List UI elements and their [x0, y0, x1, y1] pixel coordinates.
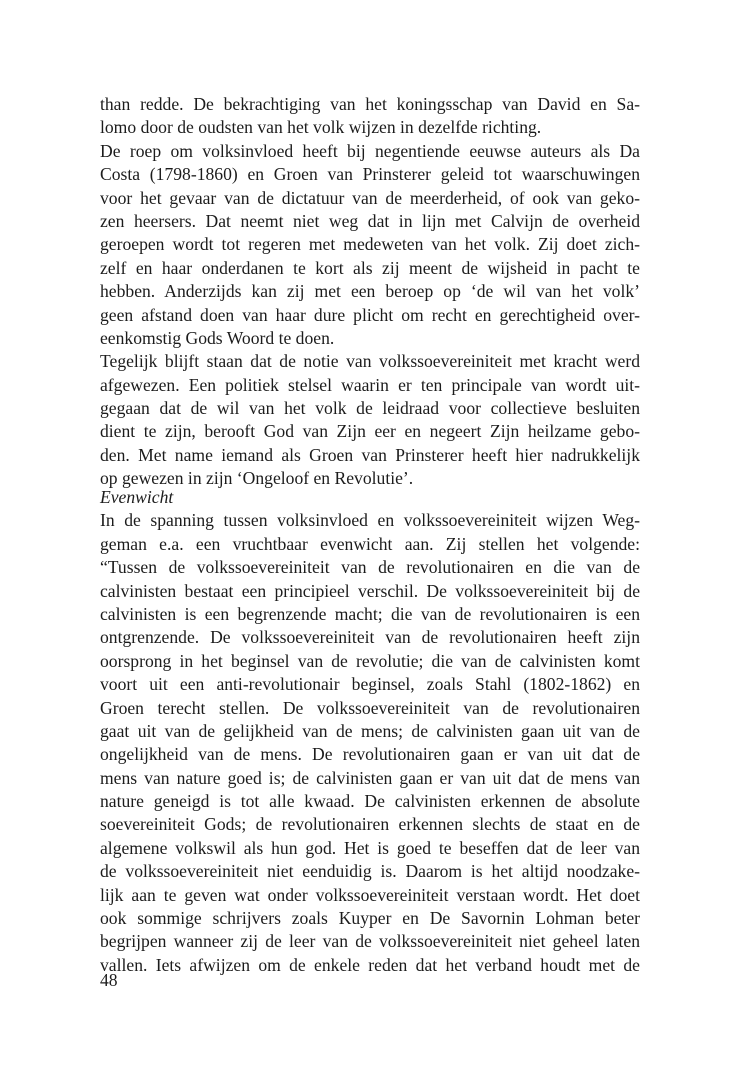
- text-line: algemene volkswil als hun god. Het is goed te beseffen dat de leer van: [100, 837, 640, 858]
- text-line: nature geneigd is tot alle kwaad. De calvinisten erkennen de absolute: [100, 791, 640, 812]
- text-line: soevereiniteit Gods; de revolutionairen erkennen slechts de staat en de: [100, 814, 640, 835]
- body-text-top: [100, 93, 640, 491]
- text-line: geroepen wordt tot regeren met medeweten van het volk. Zij doet zich-: [100, 234, 640, 255]
- text-line: ontgrenzende. De volkssoevereiniteit van de revolutionairen heeft zijn: [100, 627, 640, 648]
- text-line: dient te zijn, berooft God van Zijn eer en negeert Zijn heilzame gebo-: [100, 421, 640, 442]
- text-line: eenkomstig Gods Woord te doen.: [100, 327, 335, 348]
- text-line: lijk aan te geven wat onder volkssoevereiniteit verstaan wordt. Het doet: [100, 884, 640, 905]
- text-line: Tegelijk blijft staan dat de notie van volkssoevereiniteit met kracht werd: [100, 351, 640, 372]
- text-line: afgewezen. Een politiek stelsel waarin er ten principale van wordt uit-: [100, 374, 640, 395]
- text-line: oorsprong in het beginsel van de revolutie; die van de calvinisten komt: [100, 650, 640, 671]
- text-line: “Tussen de volkssoevereiniteit van de revolutionairen en die van de: [100, 557, 640, 578]
- text-line: den. Met name iemand als Groen van Prinsterer heeft hier nadrukkelijk: [100, 444, 640, 465]
- text-line: voort uit een anti-revolutionair beginsel, zoals Stahl (1802-1862) en: [100, 674, 640, 695]
- text-line: mens van nature goed is; de calvinisten gaan er van uit dat de mens van: [100, 767, 640, 788]
- text-line: vallen. Iets afwijzen om de enkele reden dat het verband houdt met de: [100, 954, 640, 975]
- text-line: ook sommige schrijvers zoals Kuyper en De Savornin Lohman beter: [100, 908, 640, 929]
- text-line: zelf en haar onderdanen te kort als zij meent de wijsheid in pacht te: [100, 257, 640, 278]
- text-line: Costa (1798-1860) en Groen van Prinsterer geleid tot waarschuwingen: [100, 164, 640, 185]
- text-line: gegaan dat de wil van het volk de leidraad voor collectieve besluiten: [100, 398, 640, 419]
- section-heading: Evenwicht: [100, 487, 174, 507]
- text-line: zen heersers. Dat neemt niet weg dat in lijn met Calvijn de overheid: [100, 210, 640, 231]
- text-line: de volkssoevereiniteit niet eenduidig is. Daarom is het altijd noodzake-: [100, 861, 640, 882]
- text-line: begrijpen wanneer zij de leer van de volkssoevereiniteit niet geheel laten: [100, 931, 640, 952]
- text-line: op gewezen in zijn ‘Ongeloof en Revolutie’.: [100, 468, 414, 489]
- text-line: geman e.a. een vruchtbaar evenwicht aan. Zij stellen het volgende:: [100, 533, 640, 554]
- text-line: ongelijkheid van de mens. De revolutionairen gaan er van uit dat de: [100, 744, 640, 765]
- page-number: 48: [100, 970, 118, 990]
- text-line: than redde. De bekrachtiging van het koningsschap van David en Sa-: [100, 94, 640, 114]
- text-line: calvinisten is een begrenzende macht; die van de revolutionairen is een: [100, 603, 640, 624]
- text-line: In de spanning tussen volksinvloed en volkssoevereiniteit wijzen Weg-: [100, 510, 640, 531]
- text-line: calvinisten bestaat een principieel verschil. De volkssoevereiniteit bij de: [100, 580, 640, 601]
- text-line: gaat uit van de gelijkheid van de mens; de calvinisten gaan uit van de: [100, 720, 640, 741]
- text-line: lomo door de oudsten van het volk wijzen in dezelfde richting.: [100, 117, 542, 138]
- text-line: voor het gevaar van de dictatuur van de meerderheid, of ook van geko-: [100, 187, 640, 208]
- section-evenwicht: [100, 486, 640, 977]
- text-line: hebben. Anderzijds kan zij met een beroep op ‘de wil van het volk’: [100, 281, 640, 302]
- text-line: Groen terecht stellen. De volkssoevereiniteit van de revolutionairen: [100, 697, 640, 718]
- text-line: geen afstand doen van haar dure plicht om recht en gerechtigheid over-: [100, 304, 640, 325]
- text-line: De roep om volksinvloed heeft bij negentiende eeuwse auteurs als Da: [100, 140, 640, 161]
